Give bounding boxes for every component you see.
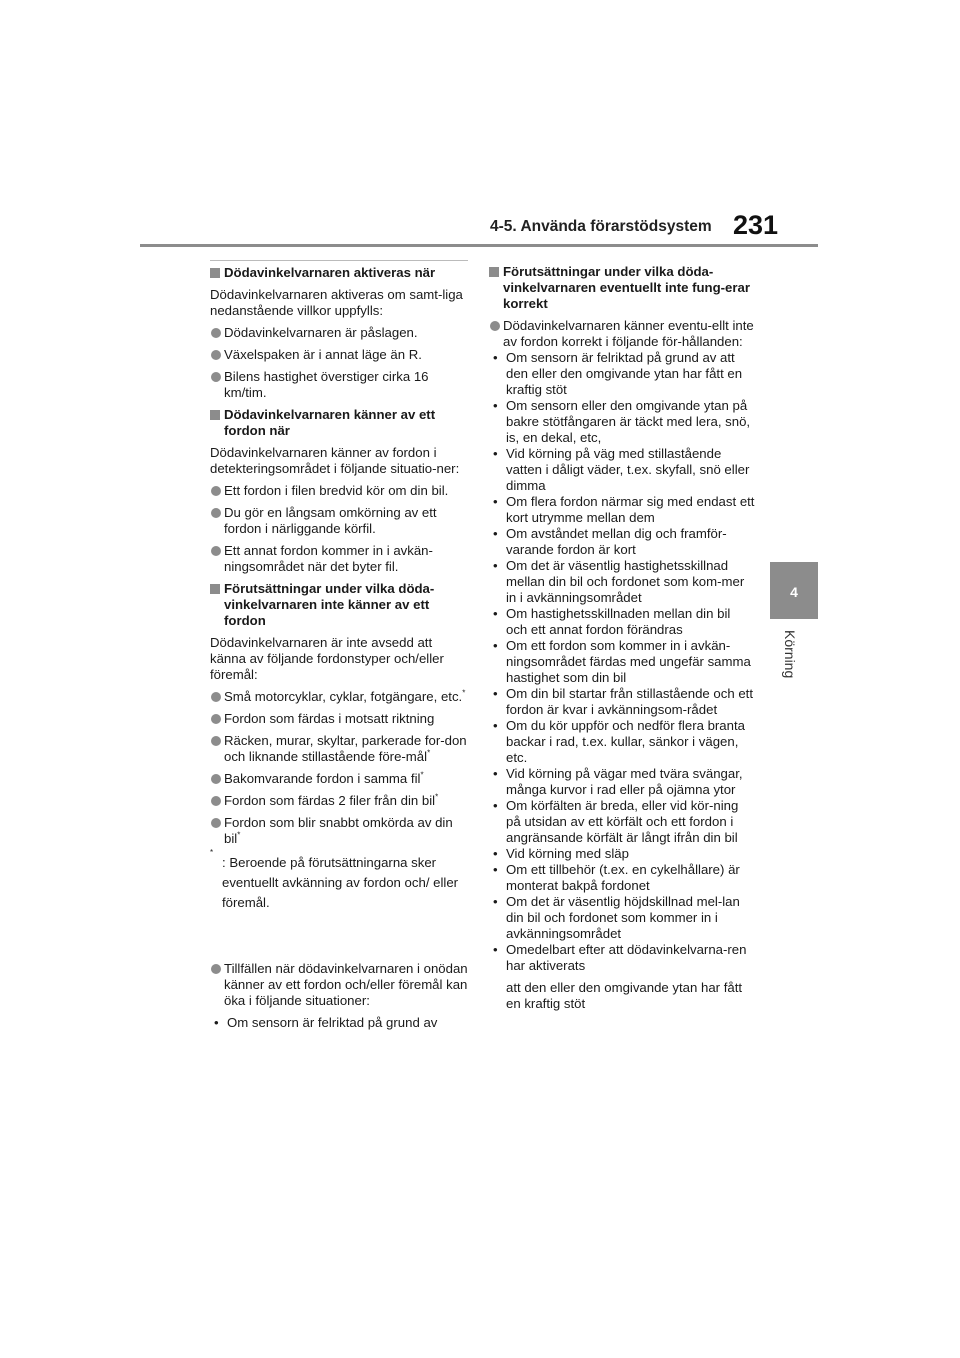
bullet-item [210,689,468,705]
sub-list-item: • Om ett fordon som kommer in i avkän-ningsområdet färdas med ungefär samma hastighet som din bil [489,638,755,686]
sub-list-item: • Om sensorn eller den omgivande ytan på bakre stötfångaren är täckt med lera, snö, is, en dekal, etc, [489,398,755,446]
sub-list-item: • Om avståndet mellan dig och framför-varande fordon är kort [489,526,755,558]
bullet-item: Fordon som färdas i motsatt riktning [210,711,468,727]
bullet-text: Räcken, murar, skyltar, parkerade for-don och liknande stillastående före-mål [224,733,467,764]
right-column [489,264,755,1012]
section-title: 4-5. Använda förarstödsystem [490,218,712,235]
sub-list-item: • Om sensorn är felriktad på grund av [210,1015,468,1031]
paragraph: Dödavinkelvarnaren aktiveras om samt-liga nedanstående villkor uppfylls: [210,287,463,318]
footnote-ref: * [420,770,424,780]
paragraph: Dödavinkelvarnaren känner av fordon i detekteringsområdet i följande situatio-ner: [210,445,460,476]
footnote-ref: * [237,830,241,840]
bullet-item: Dödavinkelvarnaren är påslagen. [210,325,468,341]
sub-list-item: • Om ett tillbehör (t.ex. en cykelhållare) är monterat bakpå fordonet [489,862,755,894]
column-divider [210,260,468,261]
paragraph: Dödavinkelvarnaren är inte avsedd att känna av följande fordonstyper och/eller föremål: [210,635,444,682]
section-heading: Förutsättningar under vilka döda-vinkelvarnaren inte känner av ett fordon [210,581,468,629]
bullet-item [210,771,468,787]
bullet-text: Bakomvarande fordon i samma fil [224,771,421,786]
footnote-text: : Beroende på förutsättningarna sker eventuellt avkänning av fordon och/ eller föremål. [222,855,459,910]
sub-list-item: • Om sensorn är felriktad på grund av att den eller den omgivande ytan har fått en kraftig stöt [489,350,755,398]
sub-list-item: • Omedelbart efter att dödavinkelvarna-ren har aktiverats [489,942,755,974]
sub-list-item: • Om det är väsentlig hastighetsskillnad mellan din bil och fordonet som kom-mer in i avkänningsområdet [489,558,755,606]
bullet-item: Du gör en långsam omkörning av ett fordon i närliggande körfil. [210,505,468,537]
sub-list-item: • Om körfälten är breda, eller vid kör-ning på utsidan av ett körfält och ett fordon i angränsande körfält är långt ifrån din bil [489,798,755,846]
sub-list-item: • Vid körning på väg med stillastående vatten i dåligt väder, t.ex. skyfall, snö eller dimma [489,446,755,494]
sub-list-item: • Om du kör uppför och nedför flera branta backar i rad, t.ex. kullar, sänkor i vägen, etc. [489,718,755,766]
bullet-item [210,793,468,809]
footnote-ref: * [435,792,439,802]
sub-list-item: • Om hastighetsskillnaden mellan din bil och ett annat fordon förändras [489,606,755,638]
sub-list-item: • Om det är väsentlig höjdskillnad mel-lan din bil och fordonet som kommer in i avkänningsområdet [489,894,755,942]
chapter-number: 4 [790,584,798,600]
sub-list [210,1015,468,1031]
bullet-text: Små motorcyklar, cyklar, fotgängare, etc. [224,689,463,704]
bullet-item: Dödavinkelvarnaren känner eventu-ellt inte av fordon korrekt i följande för-hållanden: [489,318,755,350]
footnote: * : Beroende på förutsättningarna sker eventuellt avkänning av fordon och/ eller föremål. [210,848,459,910]
sub-list-item: • Vid körning med släp [489,846,755,862]
bullet-item: Bilens hastighet överstiger cirka 16 km/tim. [210,369,468,401]
section-heading: Förutsättningar under vilka döda-vinkelvarnaren eventuellt inte fung-erar korrekt [489,264,755,312]
page-number: 231 [733,210,779,240]
continuation-text: att den eller den omgivande ytan har fått en kraftig stöt [506,980,743,1011]
footnote-ref: * [462,688,466,698]
sub-list-item: • Om din bil startar från stillastående och ett fordon är kvar i avkänningsom-rådet [489,686,755,718]
bullet-item: Tillfällen när dödavinkelvarnaren i onödan känner av ett fordon och/eller föremål kan öka i följande situationer: [210,961,468,1009]
bullet-text: Fordon som färdas 2 filer från din bil [224,793,436,808]
section-heading: Dödavinkelvarnaren aktiveras när [210,265,468,281]
sub-list-item: • Vid körning på vägar med tvära svängar, många kurvor i rad eller på ojämna ytor [489,766,755,798]
bullet-item [210,733,468,765]
bullet-item [210,815,468,847]
bullet-text: Fordon som blir snabbt omkörda av din bil [224,815,453,846]
chapter-tab [770,562,818,619]
bullet-item: Ett annat fordon kommer in i avkän-ningsområdet när det byter fil. [210,543,468,575]
sub-list [489,350,755,974]
sub-list-item: • Om flera fordon närmar sig med endast ett kort utrymme mellan dem [489,494,755,526]
chapter-label: Körning [782,630,798,679]
left-column [210,264,468,1037]
section-heading: Dödavinkelvarnaren känner av ett fordon när [210,407,468,439]
header-divider [140,244,818,247]
bullet-item: Växelspaken är i annat läge än R. [210,347,468,363]
bullet-item: Ett fordon i filen bredvid kör om din bil. [210,483,468,499]
footnote-ref: * [427,748,431,758]
